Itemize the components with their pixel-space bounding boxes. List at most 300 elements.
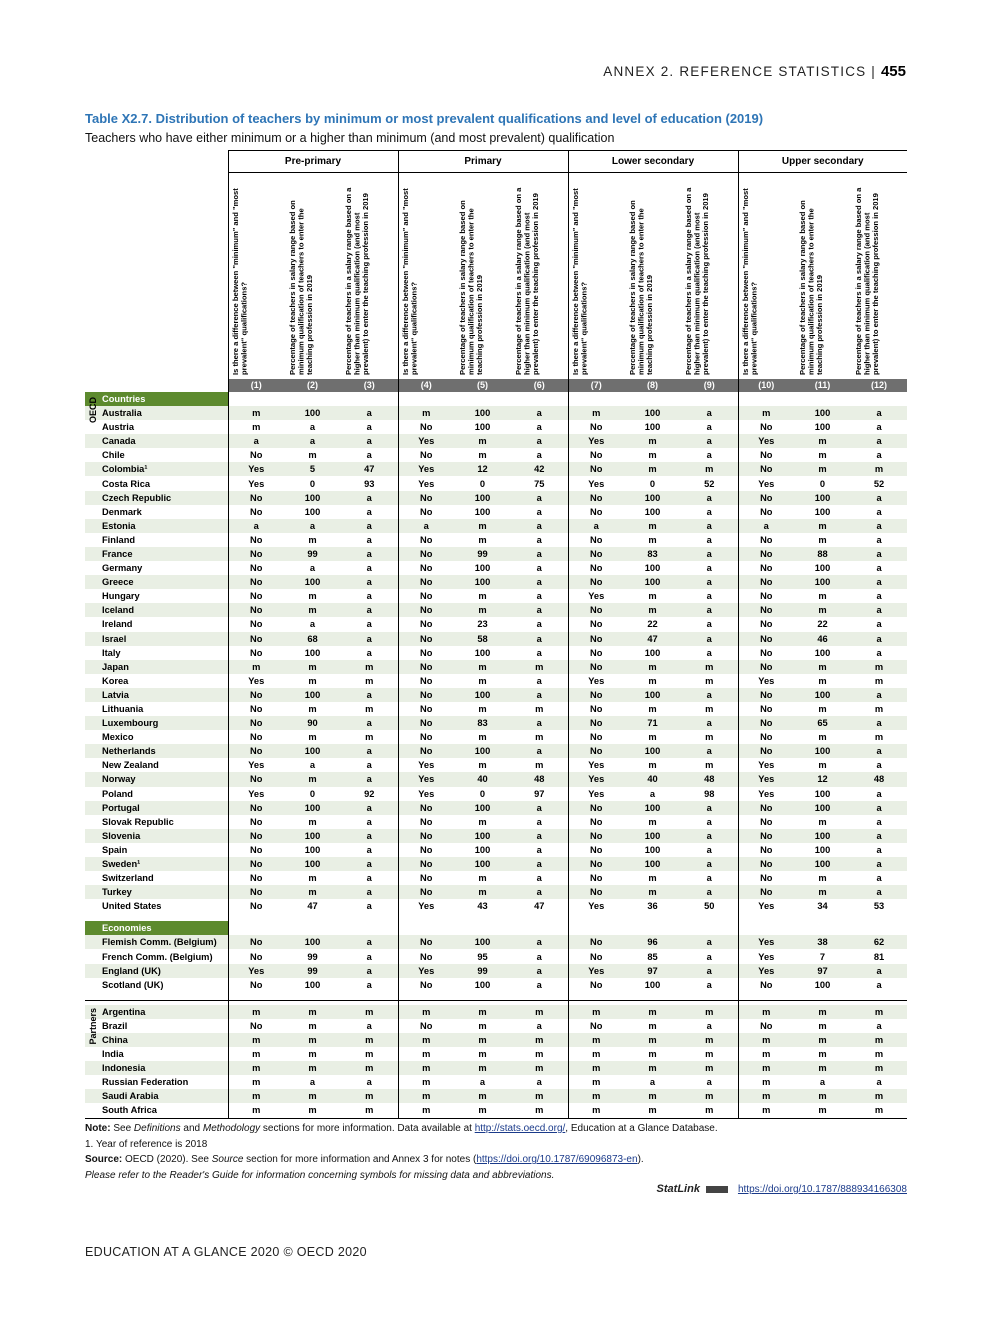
table-cell: m (648, 1105, 657, 1116)
table-cell: No (568, 505, 624, 519)
table-cell: m (705, 1105, 714, 1116)
table-cell: 48 (511, 772, 568, 786)
page-number: 455 (880, 63, 906, 80)
column-header-text: Is there a difference between "minimum" and "most prevalent" qualifications? (741, 188, 759, 375)
page-footer: EDUCATION AT A GLANCE 2020 © OECD 2020 (85, 1245, 367, 1259)
table-cell: No (568, 575, 624, 589)
table-cell: 100 (814, 844, 831, 855)
column-header-text: Is there a difference between "minimum" and "most prevalent" qualifications? (231, 188, 249, 375)
table-row (85, 730, 907, 744)
table-cell: Yes (228, 674, 284, 688)
statlink-label: StatLink (656, 1183, 700, 1195)
table-cell: No (738, 978, 794, 992)
table-cell: a (366, 816, 372, 827)
table-cell: m (874, 1105, 884, 1116)
table-cell: m (454, 603, 511, 617)
column-number: (12) (851, 379, 907, 392)
table-cell: m (535, 1049, 544, 1060)
table-cell: a (851, 829, 907, 843)
table-cell: m (794, 1089, 851, 1103)
table-cell: m (681, 462, 738, 476)
table-cell: a (876, 1077, 882, 1088)
table-cell: m (478, 732, 487, 743)
table-cell: No (398, 533, 454, 547)
table-cell: m (794, 462, 851, 476)
table-cell: 52 (873, 478, 885, 489)
table-cell: No (228, 716, 284, 730)
table-cell: No (738, 603, 794, 617)
table-cell: a (681, 491, 738, 505)
table-cell: m (478, 675, 487, 686)
table-cell: a (876, 844, 882, 855)
table-cell: No (398, 857, 454, 871)
table-cell: 100 (644, 422, 661, 433)
table-row (85, 829, 907, 843)
table-cell: No (568, 829, 624, 843)
table-cell: a (536, 619, 542, 630)
table-row (85, 434, 907, 448)
column-header (284, 173, 341, 380)
table-cell: a (366, 951, 372, 962)
table-cell: a (536, 951, 542, 962)
table-cell: 100 (644, 844, 661, 855)
table-cell: a (706, 422, 712, 433)
row-label: New Zealand (102, 760, 159, 771)
row-label: Slovak Republic (102, 816, 174, 827)
table-cell: No (738, 801, 794, 815)
table-cell: a (341, 744, 398, 758)
table-cell: m (535, 1105, 544, 1116)
table-cell: No (398, 547, 454, 561)
table-cell: 100 (474, 979, 491, 990)
table-cell: m (851, 1033, 907, 1047)
table-cell: m (308, 1020, 317, 1031)
table-cell: No (228, 632, 284, 646)
table-cell: Yes (568, 476, 624, 490)
table-cell: 42 (511, 462, 568, 476)
table-cell: m (478, 873, 487, 884)
table-cell: m (454, 519, 511, 533)
row-label: Chile (102, 450, 125, 461)
row-label: Indonesia (85, 1061, 228, 1075)
table-cell: No (398, 491, 454, 505)
table-cell: No (398, 646, 454, 660)
table-cell: Yes (228, 787, 284, 801)
table-cell: No (228, 744, 284, 758)
table-cell: 38 (794, 935, 851, 949)
table-cell: m (874, 704, 884, 715)
table-cell: a (706, 619, 712, 630)
table-row (85, 519, 907, 533)
table-cell: No (228, 1019, 284, 1033)
table-cell: No (398, 660, 454, 674)
table-cell: No (398, 575, 454, 589)
column-number: (2) (284, 379, 341, 392)
statlink-url[interactable]: https://doi.org/10.1787/888934166308 (737, 1184, 907, 1195)
table-cell: m (228, 660, 284, 674)
table-cell: No (228, 688, 284, 702)
table-cell: a (341, 829, 398, 843)
column-header (341, 173, 398, 380)
table-cell: No (568, 716, 624, 730)
table-cell: No (398, 801, 454, 815)
table-cell: a (366, 619, 372, 630)
table-cell: No (568, 603, 624, 617)
table-cell: No (738, 505, 794, 519)
table-cell: 100 (794, 801, 851, 815)
table-cell: m (398, 1061, 454, 1075)
table-cell: m (818, 873, 827, 884)
table-cell: m (308, 1049, 317, 1060)
table-cell: m (681, 1061, 738, 1075)
table-cell: No (398, 1019, 454, 1033)
table-cell: a (341, 857, 398, 871)
table-cell: Yes (398, 787, 454, 801)
table-cell: m (794, 1033, 851, 1047)
table-cell: Yes (738, 434, 794, 448)
table-cell: m (398, 1075, 454, 1089)
table-cell: No (568, 632, 624, 646)
table-cell: m (648, 816, 657, 827)
table-cell: m (648, 591, 657, 602)
table-cell: No (738, 589, 794, 603)
row-label: Spain (102, 844, 128, 855)
table-cell: 100 (304, 979, 321, 990)
table-cell: m (705, 760, 714, 771)
note-text: See (110, 1123, 134, 1134)
table-cell: 100 (284, 744, 341, 758)
table-cell: a (366, 1077, 372, 1088)
table-cell: m (308, 704, 317, 715)
row-label: Iceland (85, 603, 228, 617)
table-cell: 100 (454, 575, 511, 589)
column-number: (5) (454, 379, 511, 392)
table-cell: No (228, 448, 284, 462)
table-cell: a (706, 873, 712, 884)
table-cell: a (851, 716, 907, 730)
table-cell: 100 (304, 844, 321, 855)
table-cell: 99 (454, 547, 511, 561)
table-cell: 100 (474, 506, 491, 517)
row-label: Switzerland (102, 873, 154, 884)
table-cell: 100 (644, 647, 661, 658)
source-text: OECD (2020). See (122, 1154, 212, 1165)
table-cell: No (398, 589, 454, 603)
source-italic: Source (211, 1154, 244, 1165)
row-label: Poland (102, 788, 133, 799)
table-cell: No (738, 660, 794, 674)
table-cell: Yes (398, 476, 454, 490)
table-cell: m (341, 660, 398, 674)
table-cell: m (341, 1033, 398, 1047)
table-cell: a (876, 422, 882, 433)
table-cell: m (624, 660, 681, 674)
table-cell: No (398, 829, 454, 843)
table-cell: 85 (647, 951, 658, 962)
row-label: Mexico (102, 732, 134, 743)
table-cell: No (228, 547, 284, 561)
table-cell: m (398, 1033, 454, 1047)
table-cell: a (511, 935, 568, 949)
oecd-label: OECD (88, 397, 98, 424)
source-text: section for more information and Annex 3 for notes ( (243, 1154, 477, 1165)
table-cell: 100 (474, 647, 491, 658)
table-cell: 100 (814, 563, 831, 574)
table-cell: No (738, 575, 794, 589)
table-cell: 83 (454, 716, 511, 730)
table-cell: No (568, 871, 624, 885)
table-cell: Yes (568, 772, 624, 786)
column-header-text: Percentage of teachers in a salary range based on a higher than minimum qualification (and most prevalent) to enter the teaching profession in 2019 (684, 187, 711, 375)
row-label: India (102, 1049, 124, 1060)
table-cell: m (624, 603, 681, 617)
table-cell: Yes (228, 758, 284, 772)
table-cell: Yes (398, 462, 454, 476)
table-cell: m (681, 1033, 738, 1047)
table-cell: No (228, 589, 284, 603)
table-cell: m (794, 519, 851, 533)
table-cell: a (341, 406, 398, 420)
table-cell: a (681, 688, 738, 702)
table-cell: No (228, 702, 284, 716)
table-cell: No (228, 575, 284, 589)
row-label: Scotland (UK) (102, 979, 164, 990)
table-cell: No (568, 730, 624, 744)
table-row (85, 935, 907, 949)
table-cell: m (624, 1061, 681, 1075)
table-cell: a (706, 1077, 712, 1088)
header-text: ANNEX 2. REFERENCE STATISTICS | (603, 64, 881, 79)
table-cell: 100 (454, 688, 511, 702)
table-cell: 23 (477, 619, 488, 630)
table-cell: m (874, 732, 884, 743)
table-cell: a (706, 591, 712, 602)
table-cell: m (738, 1061, 794, 1075)
source-text: ). (637, 1154, 644, 1165)
row-label: Costa Rica (102, 478, 151, 489)
table-cell: 92 (364, 788, 375, 799)
table-cell: No (568, 843, 624, 857)
table-cell: m (818, 1105, 827, 1116)
table-cell: a (511, 964, 568, 978)
table-cell: No (228, 505, 284, 519)
table-cell: a (876, 647, 882, 658)
table-cell: a (681, 406, 738, 420)
table-cell: m (738, 1033, 794, 1047)
table-row (85, 533, 907, 547)
table-row (85, 603, 907, 617)
table-cell: a (649, 1077, 656, 1088)
table-cell: m (511, 1005, 568, 1019)
table-cell: a (366, 1020, 372, 1031)
table-cell: m (681, 660, 738, 674)
row-label: Brazil (102, 1020, 128, 1031)
table-cell: m (738, 1089, 794, 1103)
table-cell: 100 (644, 506, 661, 517)
table-cell: a (706, 951, 712, 962)
source-link[interactable]: https://doi.org/10.1787/69096873-en (476, 1154, 638, 1165)
table-cell: No (228, 617, 284, 631)
table-cell: a (706, 450, 712, 461)
table-cell: a (309, 619, 316, 630)
table-cell: m (705, 732, 714, 743)
table-cell: a (681, 575, 738, 589)
table-cell: m (398, 1103, 454, 1118)
table-row (85, 964, 907, 978)
column-header-text: Percentage of teachers in salary range based on minimum qualification of teachers to enter the teaching profession in 2019 (287, 200, 314, 375)
table-cell: 100 (624, 801, 681, 815)
column-number: (10) (738, 379, 794, 392)
table-cell: 12 (454, 462, 511, 476)
table-row (85, 476, 907, 490)
table-cell: 100 (624, 744, 681, 758)
row-label: Colombia¹ (85, 462, 228, 476)
table-cell: m (228, 1103, 284, 1118)
table-cell: a (341, 801, 398, 815)
column-number: (3) (341, 379, 398, 392)
row-label: Greece (85, 575, 228, 589)
table-cell: 100 (794, 688, 851, 702)
table-cell: m (341, 1005, 398, 1019)
table-cell: m (851, 1005, 907, 1019)
table-cell: 0 (649, 478, 656, 489)
table-cell: a (536, 844, 542, 855)
table-cell: m (341, 1061, 398, 1075)
table-cell: 5 (284, 462, 341, 476)
column-header (794, 173, 851, 380)
section-label: Economies (85, 921, 228, 935)
table-cell: a (851, 744, 907, 758)
table-cell: 22 (647, 619, 658, 630)
group-header: Primary (398, 151, 568, 173)
table-cell: m (568, 406, 624, 420)
table-row (85, 1103, 907, 1118)
table-cell: m (365, 1049, 374, 1060)
table-cell: 100 (624, 829, 681, 843)
table-row (85, 949, 907, 963)
row-label: Israel (85, 632, 228, 646)
table-cell: m (874, 1049, 884, 1060)
table-title: Table X2.7. Distribution of teachers by minimum or most prevalent qualifications and level of education (2019) (85, 111, 764, 126)
table-cell: 83 (624, 547, 681, 561)
table-cell: m (738, 406, 794, 420)
table-row (85, 660, 907, 674)
readers-guide-note: Please refer to the Reader's Guide for information concerning symbols for missing data and abbreviations. (85, 1169, 555, 1181)
table-row (85, 885, 907, 899)
table-cell: m (851, 660, 907, 674)
row-label: Australia (85, 406, 228, 420)
table-cell: 100 (454, 406, 511, 420)
table-cell: a (309, 1077, 316, 1088)
table-cell: Yes (398, 899, 454, 913)
table-cell: m (851, 462, 907, 476)
stats-link[interactable]: http://stats.oecd.org/ (474, 1123, 566, 1134)
row-label: Norway (85, 772, 228, 786)
table-cell: a (511, 406, 568, 420)
table-cell: 99 (284, 964, 341, 978)
table-cell: Yes (398, 772, 454, 786)
table-cell: No (738, 1019, 794, 1033)
table-cell: 90 (284, 716, 341, 730)
notes (85, 1121, 718, 1183)
table-row (85, 1047, 907, 1061)
table-cell: a (681, 829, 738, 843)
table-cell: m (228, 1061, 284, 1075)
row-label: Netherlands (85, 744, 228, 758)
table-cell: a (706, 816, 712, 827)
footnote: 1. Year of reference is 2018 (85, 1138, 208, 1150)
table-cell: 100 (304, 506, 321, 517)
table-cell: a (876, 506, 882, 517)
table-cell: No (568, 885, 624, 899)
table-cell: m (228, 1089, 284, 1103)
column-number: (7) (568, 379, 624, 392)
table-cell: m (478, 450, 487, 461)
table-cell: a (876, 534, 882, 545)
table-cell: a (536, 1077, 542, 1088)
table-cell: a (706, 563, 712, 574)
table-cell: No (398, 617, 454, 631)
table-cell: 100 (454, 744, 511, 758)
table-cell: No (568, 949, 624, 963)
table-cell: a (851, 547, 907, 561)
table-cell: m (851, 1061, 907, 1075)
table-row (85, 744, 907, 758)
table-cell: a (536, 979, 542, 990)
table-cell: m (818, 816, 827, 827)
table-cell: Yes (228, 964, 284, 978)
table-cell: No (398, 632, 454, 646)
table-cell: m (738, 1103, 794, 1118)
column-header (228, 173, 284, 380)
table-cell: a (649, 788, 656, 799)
table-cell: m (365, 1105, 374, 1116)
table-cell: 0 (819, 478, 826, 489)
table-cell: a (706, 506, 712, 517)
column-header-row (85, 173, 907, 380)
table-cell: No (568, 935, 624, 949)
note-definitions: Definitions (133, 1123, 181, 1134)
note-text: and (180, 1123, 203, 1134)
table-row (85, 617, 907, 631)
table-cell: No (228, 829, 284, 843)
table-cell: a (366, 979, 372, 990)
table-cell: Yes (738, 787, 794, 801)
row-label: United States (102, 901, 162, 912)
table-cell: a (511, 519, 568, 533)
table-cell: m (851, 1089, 907, 1103)
table-cell: 100 (284, 575, 341, 589)
table-cell: a (511, 801, 568, 815)
table-cell: a (341, 772, 398, 786)
row-label: Czech Republic (85, 491, 228, 505)
table-row (85, 1061, 907, 1075)
table-cell: m (308, 675, 317, 686)
table-cell: m (228, 1005, 284, 1019)
row-label: Austria (102, 422, 135, 433)
table-cell: No (568, 420, 624, 434)
table-cell: Yes (738, 772, 794, 786)
table-cell: a (568, 519, 624, 533)
group-header: Pre-primary (228, 151, 398, 173)
partners-label: Partners (88, 1008, 98, 1045)
table-cell: a (341, 632, 398, 646)
table-cell: m (511, 1089, 568, 1103)
table-cell: No (398, 935, 454, 949)
table-row (85, 632, 907, 646)
table-cell: 100 (454, 935, 511, 949)
table-cell: a (876, 760, 882, 771)
